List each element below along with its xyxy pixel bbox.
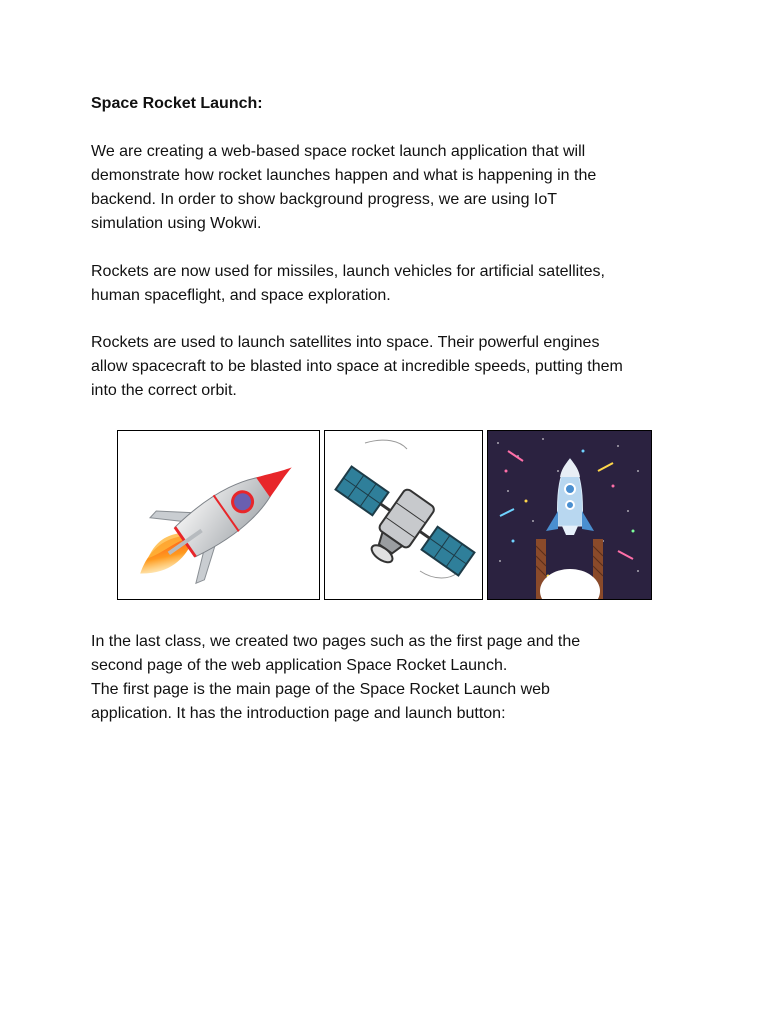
class-summary-paragraph: [91, 630, 691, 726]
text-line: In the last class, we created two pages such as the first page and the: [91, 633, 581, 650]
text-line: The first page is the main page of the Space Rocket Launch web: [91, 681, 550, 698]
text-line: into the correct orbit.: [91, 382, 237, 399]
text-line: application. It has the introduction page and launch button:: [91, 705, 506, 722]
rocket-image: [117, 430, 320, 600]
text-line: human spaceflight, and space exploration.: [91, 287, 391, 304]
satellite-launch-paragraph: [91, 331, 691, 403]
text-line: We are creating a web-based space rocket launch application that will: [91, 143, 586, 160]
text-line: simulation using Wokwi.: [91, 215, 262, 232]
text-line: Rockets are used to launch satellites into space. Their powerful engines: [91, 334, 600, 351]
intro-paragraph: [91, 140, 691, 236]
text-line: demonstrate how rocket launches happen and what is happening in the: [91, 167, 597, 184]
text-line: allow spacecraft to be blasted into space at incredible speeds, putting them: [91, 358, 623, 375]
rocket-icon: [118, 431, 319, 599]
rocket-uses-paragraph: [91, 260, 691, 308]
satellite-icon: [325, 431, 482, 599]
rocket-launch-image: [487, 430, 652, 600]
text-line: backend. In order to show background progress, we are using IoT: [91, 191, 558, 208]
satellite-image: [324, 430, 483, 600]
launch-pad-icon: [488, 431, 651, 599]
section-heading: Space Rocket Launch:: [91, 95, 263, 112]
text-line: Rockets are now used for missiles, launch vehicles for artificial satellites,: [91, 263, 605, 280]
text-line: second page of the web application Space Rocket Launch.: [91, 657, 508, 674]
